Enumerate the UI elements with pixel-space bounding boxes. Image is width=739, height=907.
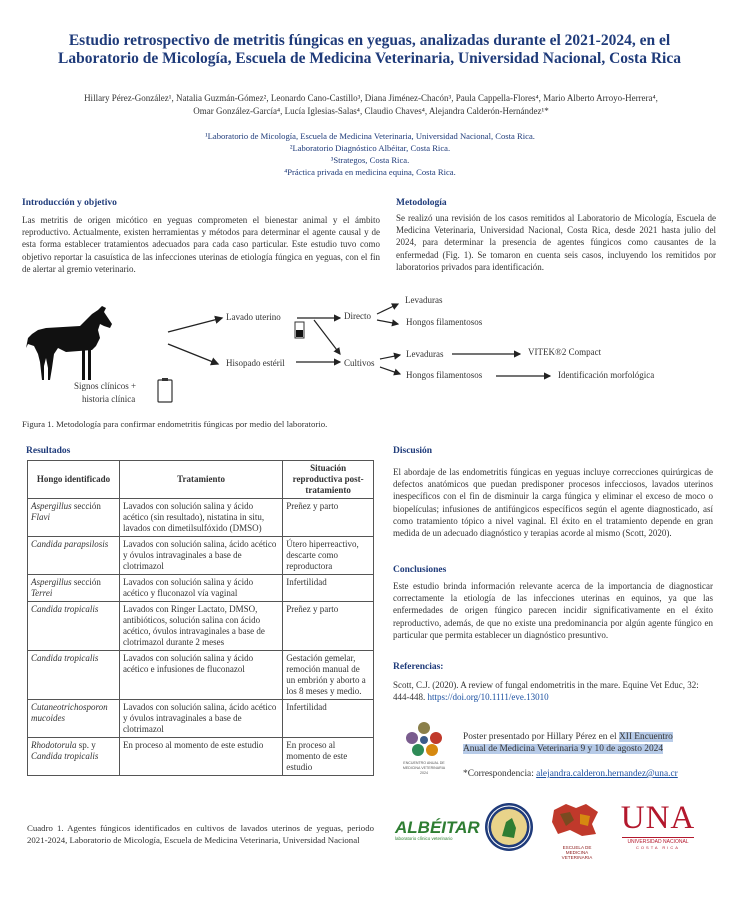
outcome-cell: Preñez y parto bbox=[283, 499, 374, 537]
intro-text: Las metritis de origen micótico en yeguas comprometen el bienestar animal y el ámbito reproductivo. Actualmente, existen herramientas y métodos para determinar el agente causal y de esta forma establecer tratamientos adecuados para cada caso particular. Este estudio tuvo como objetivo reportar la casuística de las infecciones uterinas de etiología fúngica en yeguas, con el fin de alertar al gremio veterinario. bbox=[22, 215, 380, 274]
poster-event-highlight: XII Encuentro bbox=[618, 732, 673, 742]
horse-icon bbox=[26, 306, 112, 380]
label-hisopado: Hisopado estéril bbox=[226, 358, 285, 368]
albeitar-logo bbox=[395, 818, 480, 841]
outcome-cell: Infertilidad bbox=[283, 700, 374, 738]
clipboard-icon bbox=[158, 378, 172, 402]
poster-title bbox=[18, 32, 721, 68]
emblem-text-2: MEDICINA VETERINARIA bbox=[402, 766, 446, 770]
poster-event-date-highlight: Anual de Medicina Veterinaria 9 y 10 de agosto 2024 bbox=[463, 744, 664, 755]
vet-school-text-1: ESCUELA DE bbox=[562, 845, 592, 850]
label-levaduras-culture: Levaduras bbox=[406, 349, 444, 359]
albeitar-logo-text: ALBÉITAR bbox=[395, 818, 480, 837]
una-logo-text: UNA bbox=[620, 800, 696, 836]
fungus-cell: Candida tropicalis bbox=[28, 651, 120, 700]
authors-line-2: Omar González-García⁴, Lucía Iglesias-Salas⁴, Claudio Chaves⁴, Alejandra Calderón-Hernández¹* bbox=[193, 106, 549, 116]
outcome-cell: Preñez y parto bbox=[283, 602, 374, 651]
una-logo-subtext-1: UNIVERSIDAD NACIONAL bbox=[627, 839, 689, 845]
vet-school-text bbox=[546, 845, 608, 860]
authors-line-1: Hillary Pérez-González¹, Natalia Guzmán-Gómez², Leonardo Cano-Castillo³, Diana Jiménez-Chacón³, Paula Cappella-Flores⁴, Mario Alberto Arroyo-Herrera⁴, bbox=[84, 93, 658, 103]
table-row bbox=[28, 575, 374, 602]
table-caption: Cuadro 1. Agentes fúngicos identificados en cultivos de lavados uterinos de yeguas, periodo 2021-2024, Laboratorio de Micología, Escuela de Medicina Veterinaria, Universidad Nacional bbox=[27, 823, 374, 845]
label-history: historia clínica bbox=[82, 394, 136, 404]
label-cultivos: Cultivos bbox=[344, 358, 375, 368]
una-logo-rule bbox=[622, 837, 694, 838]
discussion-heading: Discusión bbox=[393, 446, 433, 456]
treatment-cell: Lavados con solución salina y ácido acético y fluconazol vía vaginal bbox=[119, 575, 282, 602]
correspondence bbox=[463, 768, 723, 780]
column-header: Situación reproductiva post-tratamiento bbox=[283, 461, 374, 499]
emblem-text-3: 2024 bbox=[420, 771, 428, 775]
label-signs: Signos clínicos + bbox=[74, 381, 137, 391]
doi-link[interactable]: https://doi.org/10.1111/eve.13010 bbox=[427, 692, 549, 703]
title-line-2: Laboratorio de Micología, Escuela de Medicina Veterinaria, Universidad Nacional, Costa Rica bbox=[58, 50, 681, 67]
fungus-cell: Cutaneotrichosporon mucoides bbox=[28, 700, 120, 738]
table-row bbox=[28, 537, 374, 575]
correspondence-label: *Correspondencia: bbox=[463, 769, 537, 779]
fungus-cell: Candida tropicalis bbox=[28, 602, 120, 651]
affiliation-1: ¹Laboratorio de Micología, Escuela de Medicina Veterinaria, Universidad Nacional, Costa Rica. bbox=[205, 131, 535, 141]
author-list bbox=[26, 92, 716, 118]
table-header-row bbox=[28, 461, 374, 499]
column-header: Hongo identificado bbox=[28, 461, 120, 499]
affiliation-3: ³Strategos, Costa Rica. bbox=[330, 155, 410, 165]
treatment-cell: En proceso al momento de este estudio bbox=[119, 738, 282, 776]
treatment-cell: Lavados con solución salina, ácido acético y óvulos intravaginales a base de clotrimazol bbox=[119, 537, 282, 575]
una-logo bbox=[618, 800, 698, 850]
label-hongos-culture: Hongos filamentosos bbox=[406, 370, 483, 380]
label-levaduras-direct: Levaduras bbox=[405, 295, 443, 305]
poster-note-text: Poster presentado por Hillary Pérez en el bbox=[463, 732, 619, 742]
label-lavado: Lavado uterino bbox=[226, 312, 281, 322]
congress-emblem-icon bbox=[398, 718, 450, 776]
outcome-cell: Útero hiperreactivo, descarte como reproductora bbox=[283, 537, 374, 575]
references-heading: Referencias: bbox=[393, 662, 444, 672]
methods-heading: Metodología bbox=[396, 198, 447, 208]
title-line-1: Estudio retrospectivo de metritis fúngicas en yeguas, analizadas durante el 2021-2024, en el bbox=[68, 32, 671, 49]
una-logo-subtext-2: COSTA RICA bbox=[636, 845, 680, 850]
correspondence-email-link[interactable]: alejandra.calderon.hernandez@una.cr bbox=[536, 769, 678, 779]
label-hongos-direct: Hongos filamentosos bbox=[406, 317, 483, 327]
methodology-figure bbox=[22, 288, 722, 413]
vet-school-text-3: VETERINARIA bbox=[561, 855, 593, 860]
reference-text: Scott, C.J. (2020). A review of fungal endometritis in the mare. Equine Vet Educ, 32: 444-448. bbox=[393, 680, 699, 703]
affiliation-4: ⁴Práctica privada en medicina equina, Costa Rica. bbox=[284, 167, 456, 177]
school-seal-icon bbox=[484, 802, 534, 852]
veterinary-school-logo bbox=[546, 800, 608, 858]
table-row bbox=[28, 651, 374, 700]
poster-note bbox=[463, 731, 718, 755]
table-row bbox=[28, 499, 374, 537]
intro-heading: Introducción y objetivo bbox=[22, 198, 117, 208]
table-row bbox=[28, 738, 374, 776]
label-vitek: VITEK®2 Compact bbox=[528, 347, 602, 357]
results-heading: Resultados bbox=[26, 446, 71, 456]
table-row bbox=[28, 602, 374, 651]
conclusions-text: Este estudio brinda información relevante acerca de la importancia de diagnosticar correctamente la etiología de las infecciones uterinas en equinos, ya que las enfermedades de origen fúngico parecen incidir significativamente en el éxito reproductivo, además, de que no existe una predominancia por algún agente fúngico en particular que permita establecer un diagnóstico presuntivo. bbox=[393, 581, 713, 640]
map-animals-icon bbox=[546, 800, 608, 840]
treatment-cell: Lavados con solución salina, ácido acético y óvulos intravaginales a base de clotrimazol bbox=[119, 700, 282, 738]
reference-entry bbox=[393, 679, 713, 703]
fungus-cell: Rhodotorula sp. y Candida tropicalis bbox=[28, 738, 120, 776]
methods-text: Se realizó una revisión de los casos remitidos al Laboratorio de Micología, Escuela de Medicina Veterinaria, Universidad Nacional, Costa Rica, desde 2021 hasta julio del 2024, para determinar la presencia de agentes fúngicos como causantes de la enfermedad (Fig. 1). Se tomaron en cuenta seis casos, incluyendo los remitidos por laboratorios privados para identificación. bbox=[396, 213, 716, 272]
outcome-cell: En proceso al momento de este estudio bbox=[283, 738, 374, 776]
label-directo: Directo bbox=[344, 311, 371, 321]
vet-school-text-2: MEDICINA bbox=[565, 850, 589, 855]
label-morfo: Identificación morfológica bbox=[558, 370, 655, 380]
emblem-text-1: ENCUENTRO ANUAL DE bbox=[403, 761, 445, 765]
affiliation-2: ²Laboratorio Diagnóstico Albéitar, Costa Rica. bbox=[289, 143, 451, 153]
treatment-cell: Lavados con solución salina y ácido acético (sin resultado), nistatina in situ, lavados con dimetilsulfóxido (DMSO) bbox=[119, 499, 282, 537]
column-header: Tratamiento bbox=[119, 461, 282, 499]
discussion-text: El abordaje de las endometritis fúngicas en yeguas incluye correcciones quirúrgicas de defectos anatómicos que puedan predisponer procesos infecciosos, lavados uterinos inespecíficos con el fin de disminuir la carga fúngica y eliminar el exceso de moco o biopelículas; infusiones de antifúngicos específicos según el agente diagnosticado, así como tratamiento tópico a nivel vaginal. El éxito en el tratamiento depende en gran medida de un adecuado diagnóstico y terapias acorde al mismo (Scott, 2020). bbox=[393, 467, 713, 539]
fungus-cell: Aspergillus sección Terrei bbox=[28, 575, 120, 602]
treatment-cell: Lavados con solución salina y ácido acético e infusiones de fluconazol bbox=[119, 651, 282, 700]
conclusions-heading: Conclusiones bbox=[393, 565, 447, 575]
fungus-cell: Candida parapsilosis bbox=[28, 537, 120, 575]
affiliations bbox=[120, 130, 620, 178]
outcome-cell: Infertilidad bbox=[283, 575, 374, 602]
albeitar-logo-subtext: laboratorio clínico veterinario bbox=[395, 836, 453, 841]
results-table bbox=[27, 460, 374, 776]
test-tube-icon bbox=[295, 322, 304, 338]
table-row bbox=[28, 700, 374, 738]
outcome-cell: Gestación gemelar, remoción manual de un embrión y aborto a los 8 meses y medio. bbox=[283, 651, 374, 700]
treatment-cell: Lavados con Ringer Lactato, DMSO, antibióticos, solución salina con ácido acético, óvulos intravaginales a base de clotrimazol durante 2 meses bbox=[119, 602, 282, 651]
fungus-cell: Aspergillus sección Flavi bbox=[28, 499, 120, 537]
figure-caption: Figura 1. Metodología para confirmar endometritis fúngicas por medio del laboratorio. bbox=[22, 419, 328, 429]
